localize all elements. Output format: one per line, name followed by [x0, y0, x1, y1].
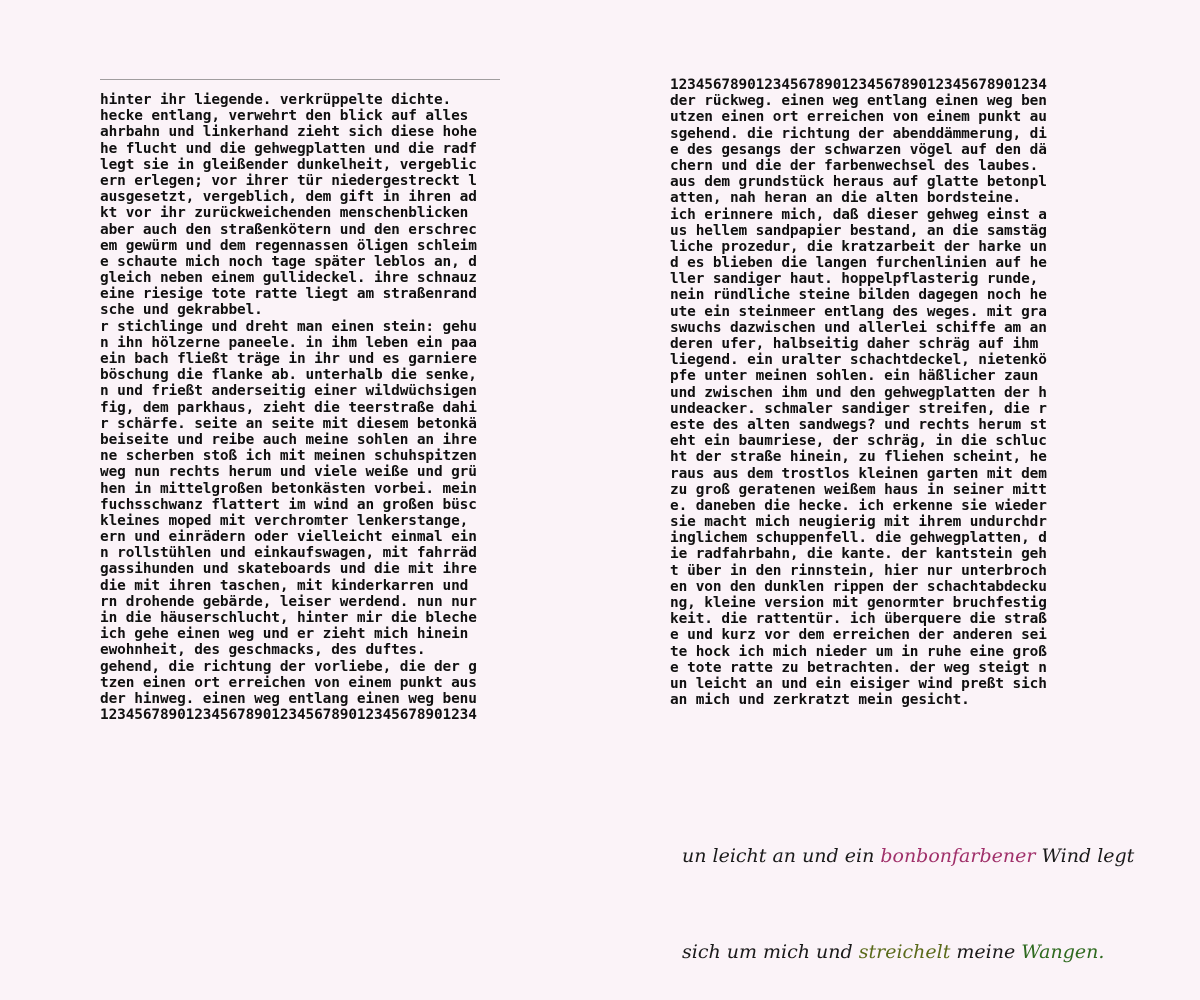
- text-line: raus aus dem trostlos kleinen garten mit dem: [670, 465, 1047, 482]
- text-line: ich erinnere mich, daß dieser gehweg einst a: [670, 206, 1047, 223]
- handwritten-colored-word: bonbonfarbener: [880, 845, 1036, 867]
- text-line: e des gesangs der schwarzen vögel auf den dä: [670, 141, 1047, 158]
- text-line: ewohnheit, des geschmacks, des duftes.: [100, 642, 426, 659]
- text-line: us hellem sandpapier bestand, an die samstäg: [670, 222, 1047, 239]
- text-line: hen in mittelgroßen betonkästen vorbei. mein: [100, 480, 477, 497]
- text-line: ausgesetzt, vergeblich, dem gift in ihren ad: [100, 189, 477, 206]
- handwritten-colored-word: Wangen.: [1021, 941, 1105, 963]
- text-line: der rückweg. einen weg entlang einen weg ben: [670, 93, 1047, 110]
- text-line: nein ründliche steine bilden dagegen noch he: [670, 287, 1047, 304]
- text-line: fig, dem parkhaus, zieht die teerstraße dahi: [100, 399, 477, 416]
- text-line: undeacker. schmaler sandiger streifen, die r: [670, 400, 1047, 417]
- left-page: [0, 0, 600, 850]
- text-line: ern erlegen; vor ihrer tür niedergestreckt l: [100, 172, 477, 189]
- right-typewritten-text: [670, 77, 1047, 708]
- text-line: liche prozedur, die kratzarbeit der harke un: [670, 238, 1047, 255]
- handwritten-text: sich um mich und: [682, 941, 859, 963]
- text-line: sche und gekrabbel.: [100, 302, 263, 319]
- text-line: hinter ihr liegende. verkrüppelte dichte.: [100, 92, 452, 108]
- text-line: legt sie in gleißender dunkelheit, vergeblic: [100, 156, 477, 173]
- text-line: und zwischen ihm und den gehwegplatten der h: [670, 384, 1047, 401]
- text-line: gassihunden und skateboards und die mit ihre: [100, 561, 477, 578]
- text-line: swuchs dazwischen und allerlei schiffe am an: [670, 319, 1047, 336]
- text-line: ie radfahrbahn, die kante. der kantstein geh: [670, 546, 1047, 563]
- text-line: em gewürm und dem regennassen öligen schleim: [100, 237, 477, 254]
- handwritten-text: Wind legt: [1035, 845, 1135, 867]
- text-line: fuchsschwanz flattert im wind an großen büsc: [100, 496, 477, 513]
- text-line: ich gehe einen weg und er zieht mich hinein: [100, 626, 469, 643]
- handwritten-line-1: [682, 840, 1134, 872]
- handwritten-colored-word: streichelt: [858, 941, 951, 963]
- text-line: hecke entlang, verwehrt den blick auf alles: [100, 108, 469, 125]
- text-line: gleich neben einem gullideckel. ihre schnauz: [100, 270, 477, 287]
- text-line: in die häuserschlucht, hinter mir die bleche: [100, 610, 477, 626]
- text-line: n rollstühlen und einkaufswagen, mit fahrräd: [100, 545, 477, 562]
- handwritten-text: un leicht an und ein: [682, 845, 881, 867]
- text-line: un leicht an und ein eisiger wind preßt sich: [670, 675, 1047, 692]
- text-line: 12345678901234567890123456789012345678901234: [670, 77, 1047, 93]
- text-line: zu groß geratenen weißem haus in seiner mitt: [670, 481, 1047, 498]
- text-line: aber auch den straßenkötern und den erschrec: [100, 221, 477, 238]
- text-line: der hinweg. einen weg entlang einen weg benu: [100, 690, 477, 707]
- handwritten-line-2: [682, 936, 1134, 968]
- text-line: he flucht und die gehwegplatten und die radf: [100, 140, 477, 157]
- text-line: rn drohende gebärde, leiser werdend. nun nur: [100, 593, 477, 610]
- text-line: eht ein baumriese, der schräg, in die schluc: [670, 433, 1047, 450]
- text-line: tzen einen ort erreichen von einem punkt aus: [100, 674, 477, 691]
- text-line: weg nun rechts herum und viele weiße und grü: [100, 464, 477, 481]
- left-typewritten-text: [100, 92, 477, 723]
- text-line: utzen einen ort erreichen von einem punkt au: [670, 109, 1047, 126]
- text-line: deren ufer, halbseitig daher schräg auf ihm: [670, 336, 1039, 352]
- text-line: keit. die rattentür. ich überquere die straß: [670, 611, 1047, 628]
- text-line: ller sandiger haut. hoppelpflasterig runde,: [670, 271, 1039, 288]
- text-line: kt vor ihr zurückweichenden menschenblicken: [100, 205, 469, 222]
- text-line: e schaute mich noch tage später leblos an, d: [100, 253, 477, 270]
- text-line: chern und die der farbenwechsel des laubes.: [670, 157, 1039, 174]
- text-line: beiseite und reibe auch meine sohlen an ihre: [100, 431, 477, 448]
- text-line: e tote ratte zu betrachten. der weg steigt n: [670, 659, 1047, 676]
- text-line: ern und einrädern oder vielleicht einmal ein: [100, 529, 477, 546]
- text-line: te hock ich mich nieder um in ruhe eine groß: [670, 643, 1047, 660]
- text-line: kleines moped mit verchromter lenkerstange,: [100, 512, 469, 529]
- text-line: en von den dunklen rippen der schachtabdecku: [670, 578, 1047, 595]
- text-line: ute ein steinmeer entlang des weges. mit gra: [670, 303, 1047, 320]
- text-line: e und kurz vor dem erreichen der anderen sei: [670, 627, 1047, 644]
- text-line: r schärfe. seite an seite mit diesem betonkä: [100, 415, 477, 432]
- text-line: n und frießt anderseitig einer wildwüchsigen: [100, 383, 477, 400]
- text-line: ng, kleine version mit genormter bruchfestig: [670, 595, 1047, 611]
- handwritten-annotation: [682, 776, 1134, 1000]
- text-line: ht der straße hinein, zu fliehen scheint, he: [670, 449, 1047, 466]
- text-line: sie macht mich neugierig mit ihrem undurchdr: [670, 514, 1047, 531]
- text-line: aus dem grundstück heraus auf glatte betonpl: [670, 174, 1047, 191]
- text-line: ein bach fließt träge in ihr und es garniere: [100, 351, 477, 367]
- text-line: ne scherben stoß ich mit meinen schuhspitzen: [100, 448, 477, 465]
- text-line: inglichem schuppenfell. die gehwegplatten, d: [670, 530, 1047, 547]
- text-line: pfe unter meinen sohlen. ein häßlicher zaun: [670, 368, 1039, 385]
- scan-artifact-line: [100, 79, 500, 80]
- text-line: 12345678901234567890123456789012345678901234: [100, 707, 477, 724]
- text-line: die mit ihren taschen, mit kinderkarren und: [100, 577, 469, 594]
- text-line: ahrbahn und linkerhand zieht sich diese hohe: [100, 124, 477, 141]
- text-line: liegend. ein uralter schachtdeckel, nietenkö: [670, 352, 1047, 369]
- text-line: eine riesige tote ratte liegt am straßenrand: [100, 286, 477, 303]
- text-line: atten, nah heran an die alten bordsteine.: [670, 190, 1022, 207]
- text-line: gehend, die richtung der vorliebe, die der g: [100, 658, 477, 675]
- text-line: an mich und zerkratzt mein gesicht.: [670, 692, 970, 709]
- text-line: t über in den rinnstein, hier nur unterbroch: [670, 562, 1047, 579]
- text-line: sgehend. die richtung der abenddämmerung, di: [670, 125, 1047, 142]
- text-line: este des alten sandwegs? und rechts herum st: [670, 416, 1047, 433]
- text-line: e. daneben die hecke. ich erkenne sie wieder: [670, 497, 1047, 514]
- text-line: r stichlinge und dreht man einen stein: gehu: [100, 318, 477, 335]
- text-line: d es blieben die langen furchenlinien auf he: [670, 255, 1047, 272]
- text-line: böschung die flanke ab. unterhalb die senke,: [100, 367, 477, 384]
- handwritten-text: meine: [950, 941, 1022, 963]
- text-line: n ihn hölzerne paneele. in ihm leben ein paa: [100, 334, 477, 351]
